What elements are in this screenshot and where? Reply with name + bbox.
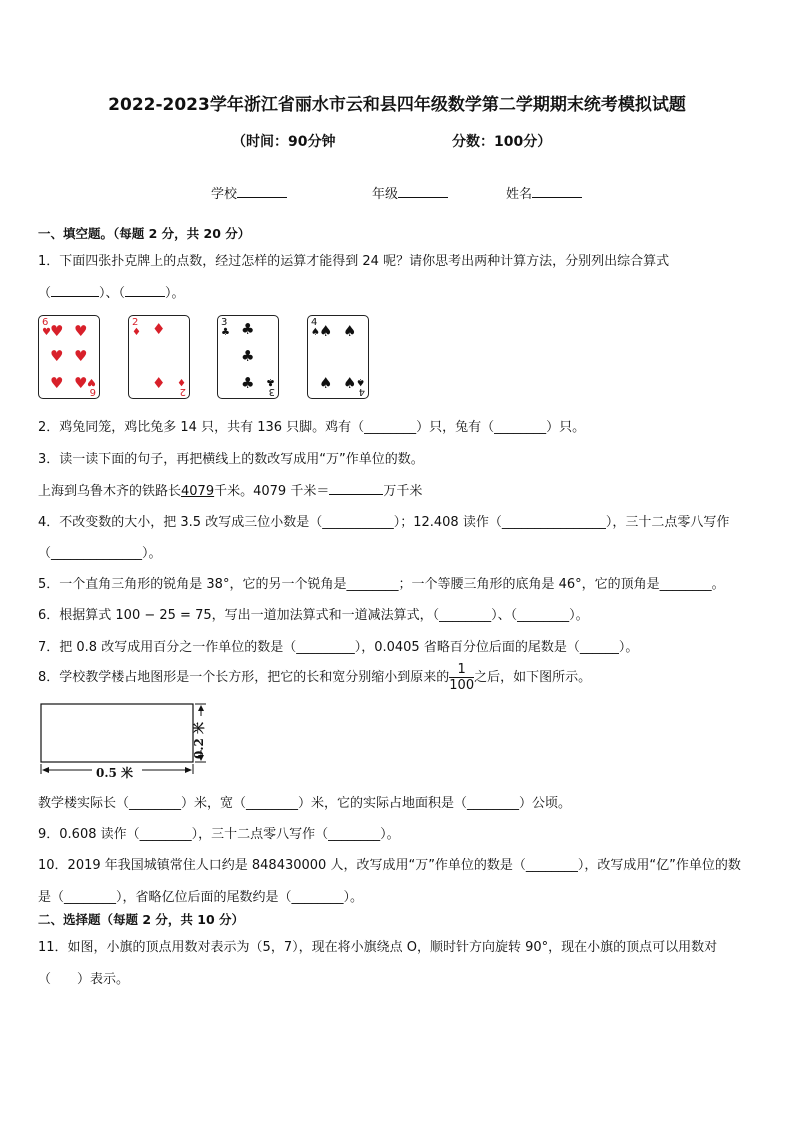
exam-time: （时间：90分钟 bbox=[232, 134, 336, 150]
question-4-text-2: （______________）。 bbox=[38, 546, 162, 561]
question-6-text: 6．根据算式 100 − 25 = 75，写出一道加法算式和一道减法算式，（________）、（________）。 bbox=[38, 608, 589, 623]
fraction-numerator: 1 bbox=[449, 662, 474, 678]
question-10-text: 10．2019 年我国城镇常住人口约是 848430000 人，改写成用“万”作单位的数是（________），改写成用“亿”作单位的数 bbox=[38, 858, 741, 873]
q8-text-after: 之后，如下图所示。 bbox=[474, 670, 592, 685]
spade-icon: ♠ bbox=[343, 374, 357, 392]
diamond-icon: ♦ bbox=[152, 374, 166, 392]
card-corner-bottom: 4 ♠ bbox=[356, 376, 365, 397]
exam-title: 2022-2023学年浙江省丽水市云和县四年级数学第二学期期末统考模拟试题 bbox=[108, 95, 686, 115]
q3-sentence-mid: 千米。4079 千米＝ bbox=[214, 484, 330, 499]
club-icon: ♣ bbox=[241, 374, 255, 392]
q3-sentence-end: 万千米 bbox=[383, 484, 423, 499]
playing-card-2-diamonds bbox=[128, 315, 190, 399]
question-11-text-2: （ ）表示。 bbox=[38, 972, 130, 987]
name-label: 姓名 bbox=[506, 187, 533, 202]
q3-sentence-start: 上海到乌鲁木齐的铁路长 bbox=[38, 484, 182, 499]
q1-open: （ bbox=[38, 286, 52, 301]
question-3-sentence bbox=[38, 480, 422, 499]
exam-score: 分数：100分） bbox=[452, 134, 552, 150]
spade-icon: ♠ bbox=[343, 322, 357, 340]
name-field[interactable] bbox=[506, 183, 582, 202]
question-4-text: 4．不改变数的大小，把 3.5 改写成三位小数是（___________）；12.408 读作（________________），三十二点零八写作 bbox=[38, 515, 730, 530]
question-2-text: 2．鸡兔同笼，鸡比兔多 14 只，共有 136 只脚。鸡有（________）只，兔有（________）只。 bbox=[38, 420, 586, 435]
q1-blank-2[interactable] bbox=[125, 283, 165, 297]
question-1-answer-line bbox=[38, 282, 185, 301]
grade-field[interactable] bbox=[372, 183, 448, 202]
heart-icon: ♥ bbox=[74, 347, 88, 365]
heart-icon: ♥ bbox=[50, 374, 64, 392]
playing-card-6-hearts bbox=[38, 315, 100, 399]
club-icon: ♣ bbox=[241, 347, 255, 365]
fraction-one-hundredth bbox=[449, 662, 474, 693]
grade-blank[interactable] bbox=[398, 184, 448, 198]
question-9-text: 9．0.608 读作（________），三十二点零八写作（________）。 bbox=[38, 827, 400, 842]
building-rectangle bbox=[41, 704, 193, 762]
name-blank[interactable] bbox=[532, 184, 582, 198]
fraction-denominator: 100 bbox=[449, 678, 475, 693]
school-blank[interactable] bbox=[237, 184, 287, 198]
question-8-text bbox=[38, 662, 591, 693]
q3-blank[interactable] bbox=[329, 481, 383, 495]
q1-close: ）。 bbox=[165, 286, 185, 301]
card-corner-bottom: 6 ♥ bbox=[87, 376, 96, 397]
width-label: 0.5 米 bbox=[96, 766, 134, 780]
question-7-text: 7．把 0.8 改写成用百分之一作单位的数是（_________），0.0405 省略百分位后面的尾数是（______）。 bbox=[38, 640, 639, 655]
section-2-title: 二、选择题（每题 2 分，共 10 分） bbox=[38, 912, 245, 927]
card-corner-top: 2 ♦ bbox=[132, 317, 141, 338]
heart-icon: ♥ bbox=[74, 322, 88, 340]
card-corner-bottom: 3 ♣ bbox=[266, 376, 275, 397]
section-1-title: 一、填空题。（每题 2 分，共 20 分） bbox=[38, 226, 251, 241]
club-icon: ♣ bbox=[241, 320, 255, 338]
school-field[interactable] bbox=[211, 183, 287, 202]
playing-card-4-spades bbox=[307, 315, 369, 399]
card-corner-top: 3 ♣ bbox=[221, 317, 230, 338]
question-8-answer: 教学楼实际长（________）米，宽（________）米，它的实际占地面积是（________）公顷。 bbox=[38, 796, 572, 811]
heart-icon: ♥ bbox=[50, 347, 64, 365]
question-11-text: 11．如图，小旗的顶点用数对表示为（5，7），现在将小旗绕点 O，顺时针方向旋转 90°，现在小旗的顶点可以用数对 bbox=[38, 940, 718, 955]
card-corner-top: 6 ♥ bbox=[42, 317, 51, 338]
spade-icon: ♠ bbox=[319, 374, 333, 392]
question-10-text-2: 是（________），省略亿位后面的尾数约是（________）。 bbox=[38, 890, 364, 905]
school-label: 学校 bbox=[211, 187, 238, 202]
q1-mid: ）、（ bbox=[99, 286, 126, 301]
q3-underlined-number: 4079 bbox=[181, 484, 215, 499]
heart-icon: ♥ bbox=[50, 322, 64, 340]
grade-label: 年级 bbox=[372, 187, 399, 202]
height-label: 0.2 米 bbox=[192, 721, 207, 760]
spade-icon: ♠ bbox=[319, 322, 333, 340]
heart-icon: ♥ bbox=[74, 374, 88, 392]
card-corner-top: 4 ♠ bbox=[311, 317, 320, 338]
q1-blank-1[interactable] bbox=[51, 283, 99, 297]
question-5-text: 5．一个直角三角形的锐角是 38°，它的另一个锐角是________；一个等腰三角形的底角是 46°，它的顶角是________。 bbox=[38, 577, 725, 592]
diamond-icon: ♦ bbox=[152, 320, 166, 338]
playing-card-3-clubs bbox=[217, 315, 279, 399]
question-1-text: 1．下面四张扑克牌上的点数，经过怎样的运算才能得到 24 呢？请你思考出两种计算方法，分别列出综合算式 bbox=[38, 254, 670, 269]
card-corner-bottom: 2 ♦ bbox=[177, 376, 186, 397]
q8-text-before: 8．学校教学楼占地图形是一个长方形，把它的长和宽分别缩小到原来的 bbox=[38, 670, 450, 685]
question-3-text: 3．读一读下面的句子，再把横线上的数改写成用“万”作单位的数。 bbox=[38, 452, 424, 467]
